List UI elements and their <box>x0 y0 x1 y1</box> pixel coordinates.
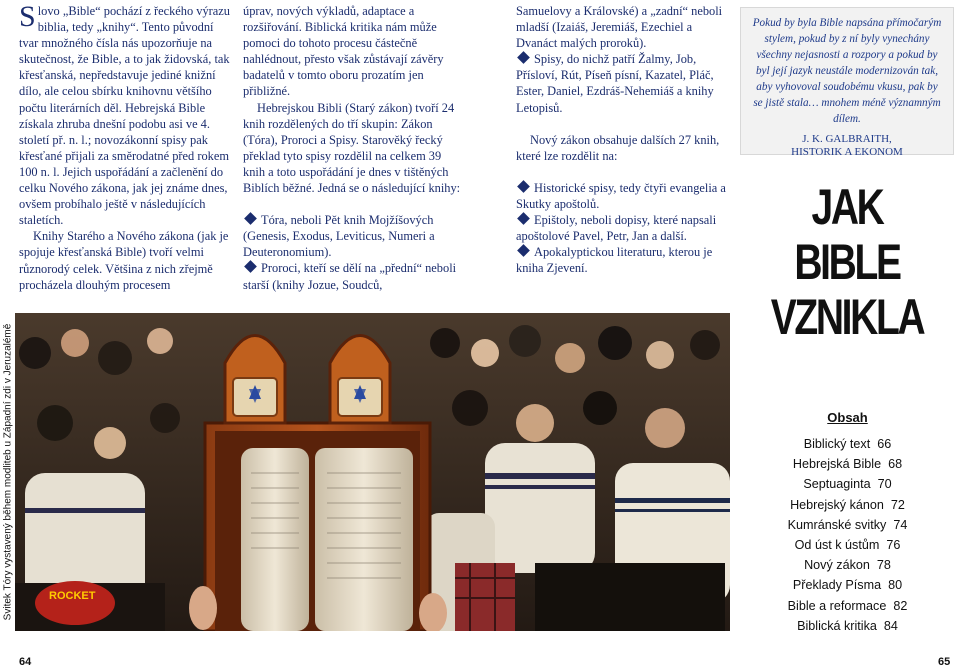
quote-author-name: J. K. GALBRAITH, <box>802 133 892 145</box>
page-number-left: 64 <box>19 656 32 668</box>
paragraph-intro <box>19 0 233 228</box>
red-cap <box>35 581 115 625</box>
quote-author-role: HISTORIK A EKONOM <box>791 146 903 158</box>
toc-item[interactable]: Biblická kritika 84 <box>797 618 898 633</box>
svg-text:ROCKET: ROCKET <box>49 590 96 602</box>
toc-item[interactable]: Kumránské svitky 74 <box>787 517 908 532</box>
paragraph-intro-text: lovo „Bible“ pochází z řeckého výrazu biblia, tedy „knihy“. Tento původní tvar množného čísla nás upozorňuje na skutečnost, že Bible, a to jak židovská, tak křesťanská, nepředstavuje jediné knižní dílo, ale celou sbírku knihovnu většího počtu literárních děl. Hebrejská Bible získala zhruba dnešní podobu asi ve 4. století př. n. l.; novozákonní spisy pak křesťané přijali za směrodatné před rokem 100 n. l. Jejich uspořádání a začlenění do celku Nového zákona, jak jej známe dnes, ovšem probíhalo ještě v následujících staletích. <box>19 4 230 228</box>
text-column-2 <box>243 3 465 293</box>
diamond-bullet-icon <box>244 261 257 274</box>
chapter-title-line-1: JAK <box>811 179 883 235</box>
diamond-bullet-icon <box>517 212 530 225</box>
toc-item[interactable]: Septuaginta 70 <box>803 477 892 492</box>
diamond-bullet-icon <box>244 212 257 225</box>
toc-item[interactable]: Překlady Písma 80 <box>792 578 903 593</box>
paragraph-new-testament: Nový zákon obsahuje dalších 27 knih, které lze rozdělit na: <box>516 132 720 163</box>
toc-item[interactable]: Hebrejský kánon 72 <box>790 497 905 512</box>
toc-item[interactable]: Od úst k ústům 76 <box>794 538 901 553</box>
drop-cap: S <box>19 0 36 33</box>
toc-list <box>760 434 935 636</box>
page-number-right: 65 <box>938 656 951 668</box>
table-of-contents <box>760 410 935 636</box>
diamond-bullet-icon <box>517 244 530 257</box>
bullet-apokalypsa: Apokalyptickou literaturu, kterou je kniha Zjevení. <box>516 245 713 276</box>
toc-item[interactable]: Hebrejská Bible 68 <box>792 457 903 472</box>
paragraph-prophets-cont: Samuelovy a Královské) a „zadní“ neboli mladší (Izaiáš, Jeremiáš, Ezechiel a Dvanáct malých proroků). <box>516 4 723 51</box>
chapter-title-line-3: VZNIKLA <box>770 289 924 345</box>
photo-caption <box>1 313 14 631</box>
bullet-epistoly: Epištoly, neboli dopisy, které napsali apoštolové Pavel, Petr, Jan a další. <box>516 213 717 244</box>
toc-heading: Obsah <box>827 410 868 425</box>
toc-item[interactable]: Bible a reformace 82 <box>787 598 908 613</box>
toc-item[interactable]: Biblický text 66 <box>803 437 892 451</box>
diamond-bullet-icon <box>517 180 530 193</box>
torah-photo <box>15 313 730 631</box>
paragraph-books: Knihy Starého a Nového zákona (jak je spojuje křesťanská Bible) tvoří velmi různorodý celek. Většina z nich zřejmě procházela dlouhým procesem <box>19 229 229 292</box>
photo-caption-text: Svitek Tóry vystavený během modliteb u Západní zdi v Jeruzalémě <box>2 323 13 621</box>
text-column-3 <box>516 3 730 276</box>
paragraph-criticism: úprav, nových výkladů, adaptace a rozšiřování. Biblická kritika nám může pomoci do tohoto procesu částečně nahlédnout, přesto však zůstávají závěry badatelů v tomto oboru prozatím jen přibližné. <box>243 4 444 99</box>
bullet-proroci: Proroci, kteří se dělí na „přední“ neboli starší (knihy Jozue, Soudců, <box>243 261 457 292</box>
bullet-spisy: Spisy, do nichž patří Žalmy, Job, Přísloví, Rút, Píseň písní, Kazatel, Pláč, Ester, Daniel, Ezdráš-Nehemiáš a knihy Letopisů. <box>516 52 714 115</box>
chapter-title <box>764 180 931 345</box>
chapter-title-line-2: BIBLE <box>794 234 900 290</box>
torah-photo-illustration <box>15 313 730 631</box>
diamond-bullet-icon <box>517 51 530 64</box>
bullet-tora: Tóra, neboli Pět knih Mojžíšových (Genesis, Exodus, Leviticus, Numeri a Deuteronomium). <box>243 213 435 260</box>
quote-box <box>740 7 954 158</box>
bullet-historicke: Historické spisy, tedy čtyři evangelia a Skutky apoštolů. <box>516 180 726 211</box>
text-column-1 <box>19 0 233 293</box>
paragraph-hebrew-bible: Hebrejskou Bibli (Starý zákon) tvoří 24 knih rozdělených do tří skupin: Zákon (Tóra), Proroci a Spisy. Starověký řecký překlad tyto spisy rozdělil na celkem 39 knih a toto uspořádání je dnes v tištěných Biblích běžné. Jedná se o následující knihy: <box>243 100 461 196</box>
toc-item[interactable]: Nový zákon 78 <box>804 558 891 573</box>
quote-text: Pokud by byla Bible napsána přímočarým stylem, pokud by z ní byly vynechány všechny nejasnosti a rozpory a pokud by byl její jazyk neustále modernizován tak, aby vyhovoval soudobému vkusu, pak by se jistě stala… mnohem méně významným dílem. <box>752 17 942 125</box>
quote-author <box>751 133 943 159</box>
